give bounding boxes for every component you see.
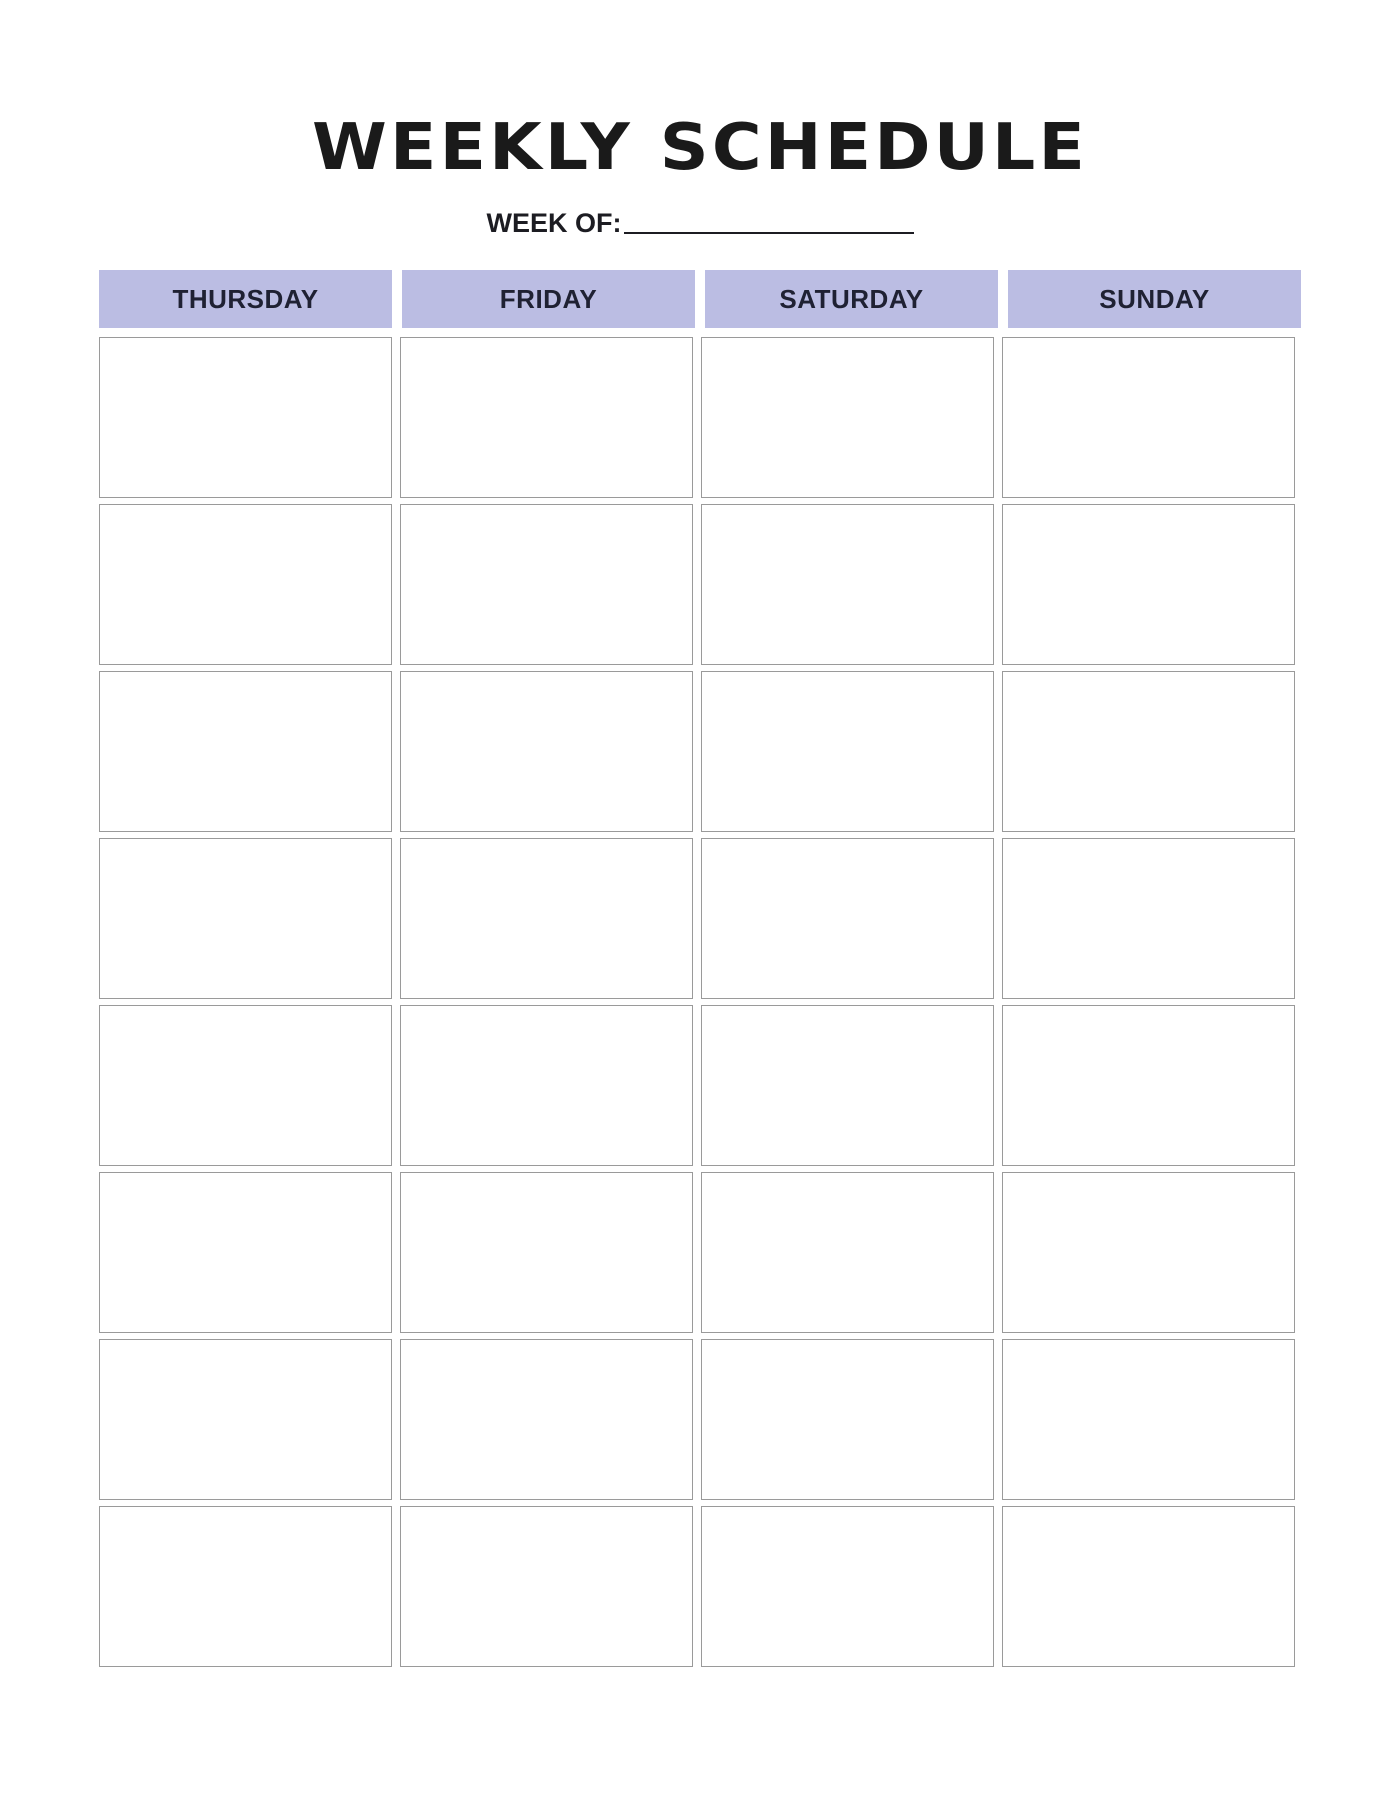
schedule-cell-saturday-row-7[interactable]: [701, 1339, 994, 1500]
day-header-saturday: SATURDAY: [705, 270, 998, 328]
page-title: WEEKLY SCHEDULE: [312, 111, 1088, 185]
schedule-cell-thursday-row-2[interactable]: [99, 504, 392, 665]
schedule-cell-friday-row-2[interactable]: [400, 504, 693, 665]
day-header-sunday: SUNDAY: [1008, 270, 1301, 328]
schedule-cell-sunday-row-8[interactable]: [1002, 1506, 1295, 1667]
day-header-friday: FRIDAY: [402, 270, 695, 328]
schedule-cell-friday-row-5[interactable]: [400, 1005, 693, 1166]
schedule-cell-sunday-row-1[interactable]: [1002, 337, 1295, 498]
schedule-cell-friday-row-1[interactable]: [400, 337, 693, 498]
schedule-cell-sunday-row-2[interactable]: [1002, 504, 1295, 665]
schedule-cell-sunday-row-4[interactable]: [1002, 838, 1295, 999]
week-of-field: [0, 206, 1400, 240]
schedule-cell-thursday-row-6[interactable]: [99, 1172, 392, 1333]
schedule-cell-sunday-row-6[interactable]: [1002, 1172, 1295, 1333]
schedule-cells: [99, 337, 1301, 1667]
schedule-cell-thursday-row-8[interactable]: [99, 1506, 392, 1667]
schedule-cell-saturday-row-8[interactable]: [701, 1506, 994, 1667]
schedule-cell-thursday-row-1[interactable]: [99, 337, 392, 498]
schedule-cell-saturday-row-1[interactable]: [701, 337, 994, 498]
schedule-cell-thursday-row-3[interactable]: [99, 671, 392, 832]
schedule-cell-saturday-row-2[interactable]: [701, 504, 994, 665]
schedule-cell-friday-row-8[interactable]: [400, 1506, 693, 1667]
day-header-row: [99, 270, 1301, 328]
schedule-cell-friday-row-6[interactable]: [400, 1172, 693, 1333]
schedule-cell-friday-row-3[interactable]: [400, 671, 693, 832]
schedule-cell-sunday-row-3[interactable]: [1002, 671, 1295, 832]
schedule-cell-sunday-row-5[interactable]: [1002, 1005, 1295, 1166]
day-header-thursday: THURSDAY: [99, 270, 392, 328]
schedule-cell-saturday-row-3[interactable]: [701, 671, 994, 832]
schedule-cell-saturday-row-4[interactable]: [701, 838, 994, 999]
schedule-cell-friday-row-7[interactable]: [400, 1339, 693, 1500]
schedule-cell-saturday-row-5[interactable]: [701, 1005, 994, 1166]
schedule-cell-thursday-row-4[interactable]: [99, 838, 392, 999]
schedule-cell-friday-row-4[interactable]: [400, 838, 693, 999]
schedule-cell-thursday-row-5[interactable]: [99, 1005, 392, 1166]
week-of-label: WEEK OF:: [486, 208, 622, 238]
week-of-blank-line[interactable]: [624, 232, 914, 234]
schedule-cell-sunday-row-7[interactable]: [1002, 1339, 1295, 1500]
schedule-cell-saturday-row-6[interactable]: [701, 1172, 994, 1333]
schedule-cell-thursday-row-7[interactable]: [99, 1339, 392, 1500]
